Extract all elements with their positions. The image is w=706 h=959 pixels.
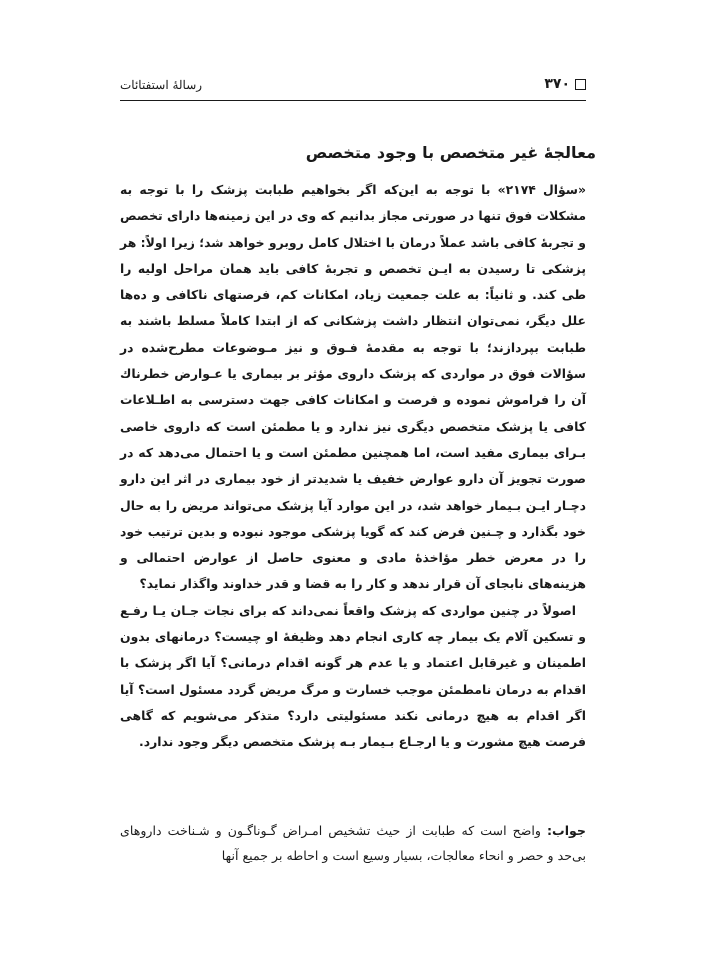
- section-title: معالجهٔ غیر متخصص با وجود متخصص: [305, 143, 596, 162]
- question-paragraph-1: «سؤال ۲۱۷۴» با توجه به این‌که اگر بخواهیم طبابت پزشک را با توجه به مشکلات فوق تنها در صورتی مجاز بدانیم که وی در این زمینه‌ها دارای تخصص و تجربهٔ کافی باشد عملاً درمان با اختلال کامل روبرو خواهد شد؛ زیرا اولاً: هر پزشکی تا رسیدن به ایـن تخصص و تجربهٔ کافی باید همان مراحل اولیه را طی کند. و ثانیاً: به علت جمعیت زیاد، امکانات کم، فرصتهای ناکافی و ده‌ها علل دیگر، نمی‌توان انتظار داشت پزشکانی که از ابتدا کاملاً مسلط باشند به طبابت بپردازند؛ با توجه به مقدمهٔ فـوق و نیز مـوضوعات مطرح‌شده در سؤالات فوق در مواردی که پزشک داروی مؤثر بر بیماری یا عـوارض خطرناك آن را فراموش نموده و فرصت و امکانات کافی جهت دسترسی به اطـلاعات کافی یا پزشک متخصص دیگری نیز ندارد و یا مطمئن است که داروی خاصی بـرای بیماری مفید است، اما همچنین مطمئن است و یا احتمال می‌دهد که در صورت تجویز آن دارو عوارض خفیف یا شدیدتر از خود بیماری در اثر این دارو دچـار ایـن بـیمار خواهد شد، در این موارد آیا پزشک می‌تواند مریض را به حال خود بگذارد و چـنین فرض کند که گویا پزشکی موجود نبوده و بدین ترتیب خود را در معرض خطر مؤاخذهٔ مادی و معنوی حاصل از عوارض احتمالی و هزینه‌های نابجای آن قرار ندهد و کار را به قضا و قدر خداوند واگذار نماید؟: [120, 182, 586, 592]
- answer-text: واضح است که طبابت از حیث تشخیص امـراض گـوناگـون و شـناخت داروهای بی‌حد و حصر و انحاء معالجات، بسیار وسیع است و احاطه بر جمیع آنها: [120, 823, 586, 863]
- question-paragraph-2: اصولاً در چنین مواردی که پزشک واقعاً نمی‌داند که برای نجات جـان یـا رفـع و تسکین آلام یک بیمار چه کاری انجام دهد وظیفهٔ او چیست؟ درمانهای بدون اطمینان و غیرقابل اعتماد و یا عدم هر گونه اقدام درمانی؟ آیا اگر پزشک با اقدام به درمان نامطمئن موجب خسارت و مرگ مریض گردد مسئول است؟ آیا اگر اقدام به هیچ درمانی نکند مسئولیتی دارد؟ متذکر می‌شویم که گاهی فرصت هیچ مشورت و یا ارجـاع بـیمار بـه پزشک متخصص دیگر وجود ندارد.: [120, 602, 586, 750]
- page-number-text: ۳۷۰: [544, 76, 570, 92]
- page-number: [544, 76, 586, 92]
- running-title: رسالهٔ استفتائات: [120, 78, 203, 92]
- header-divider: [120, 100, 586, 101]
- page-header: [120, 72, 586, 98]
- square-icon: [575, 79, 586, 90]
- answer-label: جواب:: [547, 823, 586, 838]
- question-body: [120, 177, 586, 756]
- answer-paragraph: [120, 818, 586, 868]
